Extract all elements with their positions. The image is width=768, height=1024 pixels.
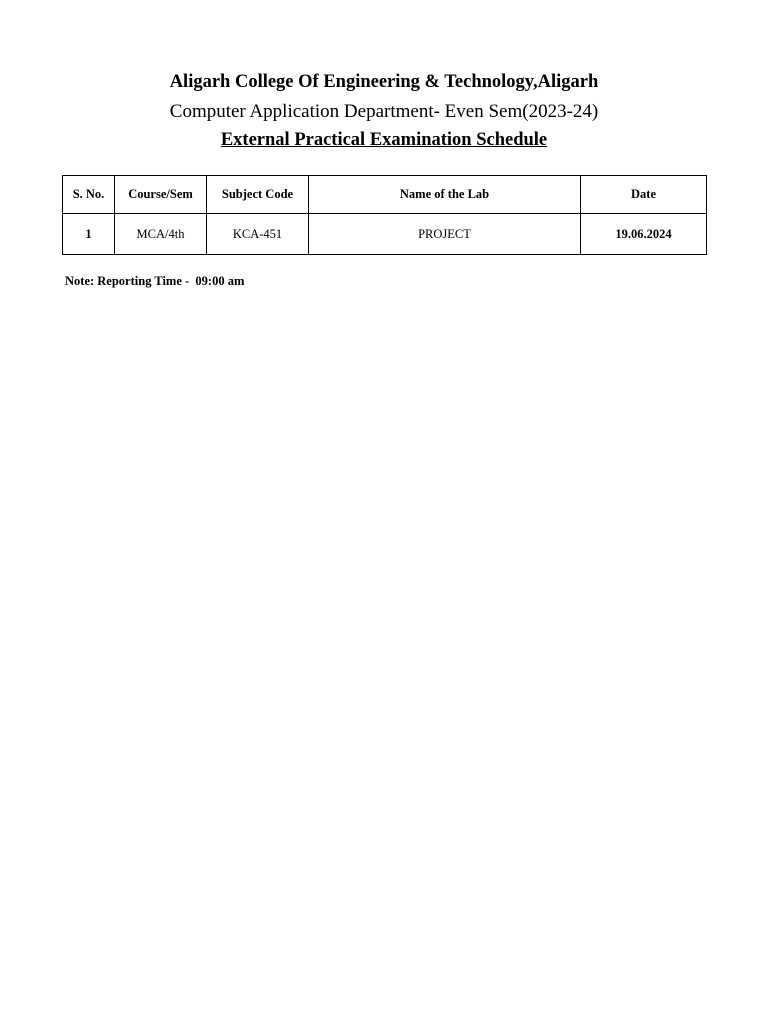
college-name: Aligarh College Of Engineering & Technology,Aligarh xyxy=(169,72,599,92)
department-line: Computer Application Department- Even Sem(2023-24) xyxy=(169,101,599,122)
header-lab-name: Name of the Lab xyxy=(309,176,581,214)
cell-course-sem: MCA/4th xyxy=(115,214,207,255)
header-s-no: S. No. xyxy=(63,176,115,214)
header-course-sem: Course/Sem xyxy=(115,176,207,214)
cell-date: 19.06.2024 xyxy=(581,214,707,255)
cell-lab-name: PROJECT xyxy=(309,214,581,255)
table-row xyxy=(63,214,707,255)
reporting-time-note: Note: Reporting Time - 09:00 am xyxy=(65,274,245,288)
header-date: Date xyxy=(581,176,707,214)
schedule-title: External Practical Examination Schedule xyxy=(220,130,548,150)
schedule-table xyxy=(62,175,707,255)
header-subject-code: Subject Code xyxy=(207,176,309,214)
table-header-row xyxy=(63,176,707,214)
cell-subject-code: KCA-451 xyxy=(207,214,309,255)
cell-s-no: 1 xyxy=(63,214,115,255)
